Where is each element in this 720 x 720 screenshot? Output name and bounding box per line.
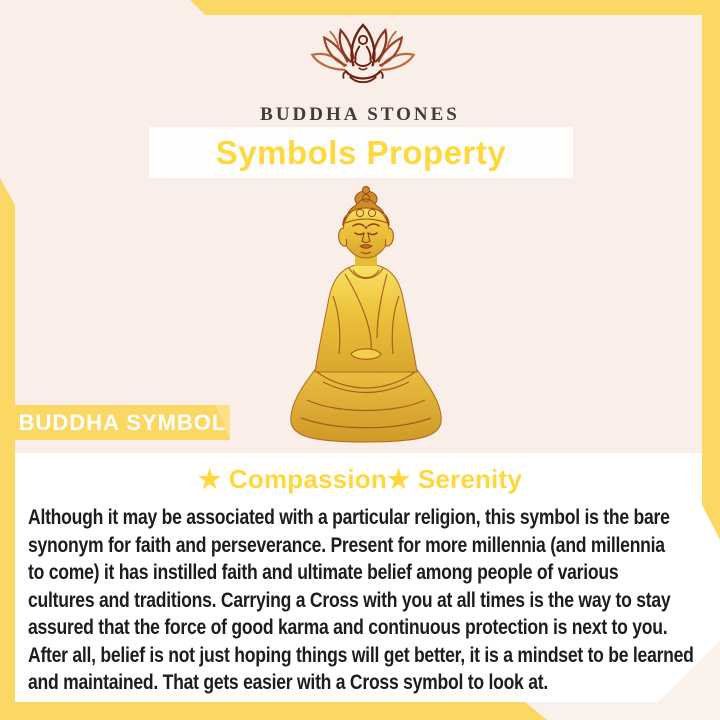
frame-band-bottom [0, 702, 547, 720]
symbol-badge [15, 405, 230, 440]
paragraph-line: cultures and traditions. Carrying a Cross with you at all times is the way to stay [28, 588, 671, 612]
paragraph-line: to come) it has instilled faith and ultimate belief among people of various [28, 561, 619, 584]
paragraph-line: assured that the force of good karma and continuous protection is next to you. [28, 616, 668, 639]
frame-band-top [0, 0, 720, 15]
frame-band-left [0, 178, 15, 720]
lotus-meditation-icon [288, 22, 438, 104]
page-title: Symbols Property [215, 133, 507, 171]
section-heading: ★ Compassion★ Serenity [197, 464, 523, 494]
paragraph-line: After all, belief is not just hoping things will get better, it is a mindset to be learned [28, 643, 694, 667]
title-bar [149, 127, 573, 178]
paragraph-line: and maintained. That gets easier with a Cross symbol to look at. [28, 671, 548, 694]
paragraph-line: synonym for faith and perseverance. Present for more millennia (and millennia [28, 533, 665, 557]
frame-band-right [702, 0, 720, 540]
badge-label: BUDDHA SYMBOL [18, 409, 227, 435]
brand-name: BUDDHA STONES [260, 104, 460, 125]
paragraph-line: Although it may be associated with a particular religion, this symbol is the bare [28, 506, 670, 529]
golden-buddha-illustration [277, 186, 455, 446]
description-paragraph [28, 504, 708, 697]
